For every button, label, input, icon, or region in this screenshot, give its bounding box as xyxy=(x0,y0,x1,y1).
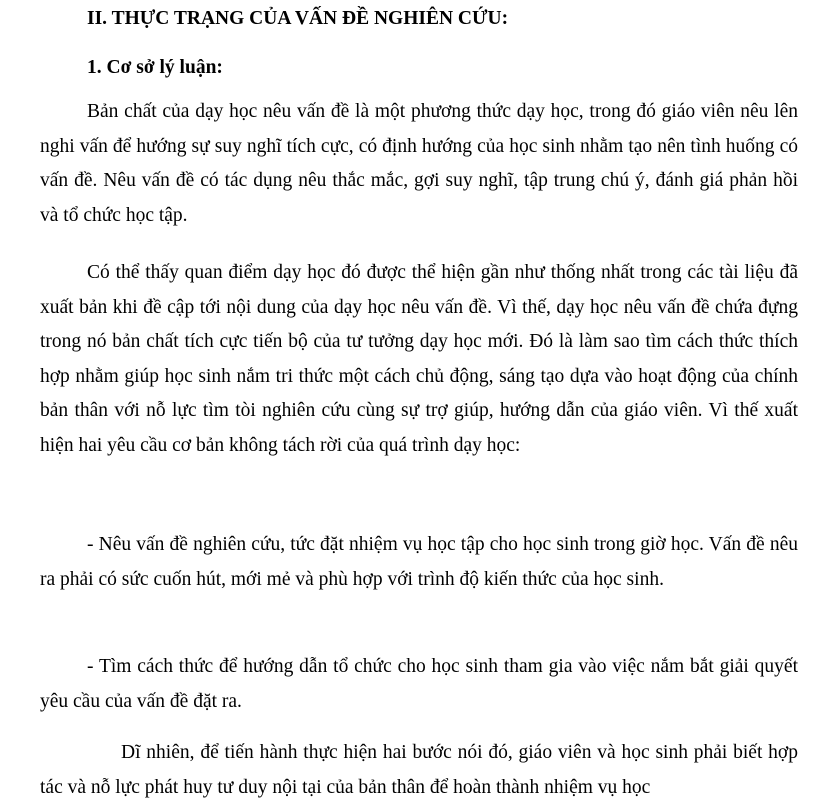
paragraph: Có thể thấy quan điểm dạy học đó được thể hiện gần như thống nhất trong các tài liệu đã xuất bản khi đề cập tới nội dung của dạy học nêu vấn đề. Vì thế, dạy học nêu vấn đề chứa đựng trong nó bản chất tích cực tiến bộ của tư tưởng dạy học mới. Đó là làm sao tìm cách thức thích hợp nhằm giúp học sinh nắm tri thức một cách chủ động, sáng tạo dựa vào hoạt động của chính bản thân với nỗ lực tìm tòi nghiên cứu cùng sự trợ giúp, hướng dẫn của giáo viên. Vì thế xuất hiện hai yêu cầu cơ bản không tách rời của quá trình dạy học: xyxy=(40,262,798,456)
subsection-title: 1. Cơ sở lý luận: xyxy=(87,57,223,78)
section-title: II. THỰC TRẠNG CỦA VẤN ĐỀ NGHIÊN CỨU: xyxy=(87,8,509,29)
paragraph: Dĩ nhiên, để tiến hành thực hiện hai bước nói đó, giáo viên và học sinh phải biết hợp tác và nỗ lực phát huy tư duy nội tại của bản thân để hoàn thành nhiệm vụ học xyxy=(40,742,798,798)
list-item-paragraph: - Tìm cách thức để hướng dẫn tổ chức cho học sinh tham gia vào việc nắm bắt giải quyết yêu cầu của vấn đề đặt ra. xyxy=(40,656,798,712)
list-item-paragraph: - Nêu vấn đề nghiên cứu, tức đặt nhiệm vụ học tập cho học sinh trong giờ học. Vấn đề nêu ra phải có sức cuốn hút, mới mẻ và phù hợp với trình độ kiến thức của học sinh. xyxy=(40,534,798,590)
paragraph: Bản chất của dạy học nêu vấn đề là một phương thức dạy học, trong đó giáo viên nêu lên nghi vấn để hướng sự suy nghĩ tích cực, có định hướng của học sinh nhằm tạo nên tình huống có vấn đề. Nêu vấn đề có tác dụng nêu thắc mắc, gợi suy nghĩ, tập trung chú ý, đánh giá phản hồi và tổ chức học tập. xyxy=(40,101,798,226)
